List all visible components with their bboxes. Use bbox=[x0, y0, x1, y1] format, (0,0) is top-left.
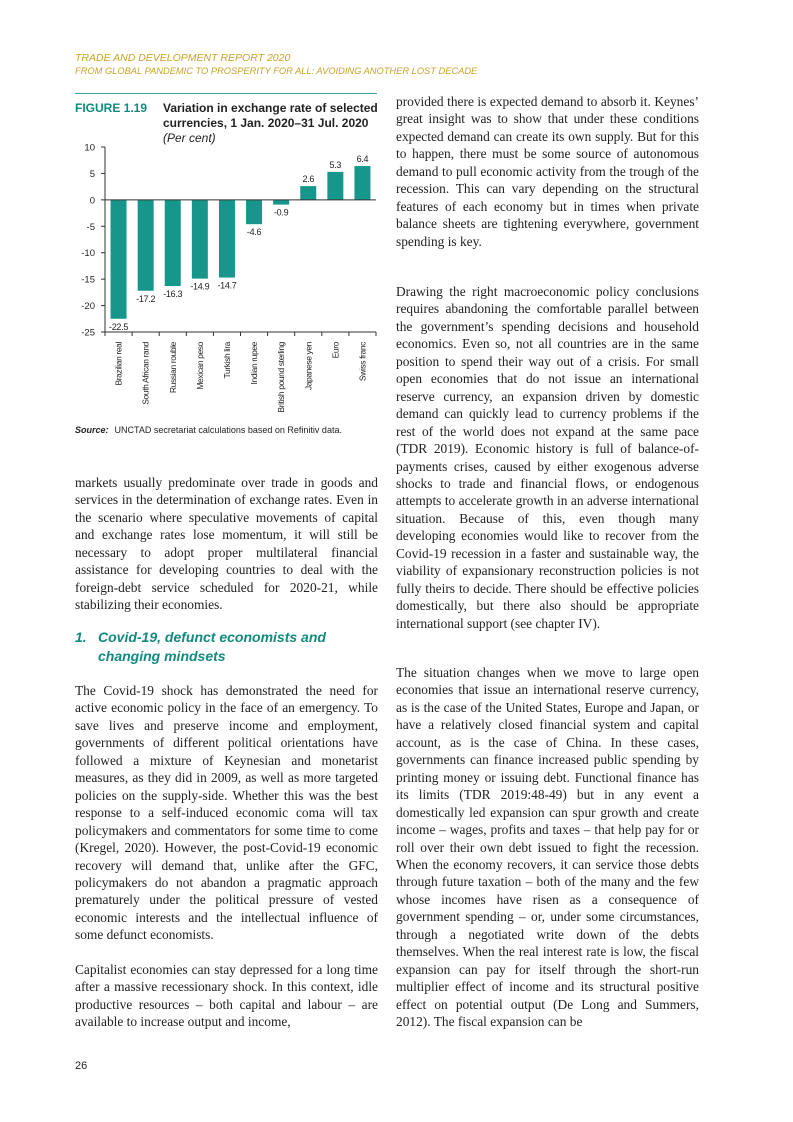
section-title-line1: Covid-19, defunct economists and bbox=[98, 629, 326, 645]
x-tick-label: South African rand bbox=[140, 342, 151, 405]
x-tick-label: Japanese yen bbox=[303, 342, 314, 391]
figure-title: Variation in exchange rate of selected currencies, 1 Jan. 2020–31 Jul. 2020 bbox=[163, 101, 378, 130]
paragraph: The Covid-19 shock has demonstrated the need for active economic policy in the face of an emergency. To save lives and preserve income and employment, governments of different political orientations have followed a mixture of Keynesian and monetarist measures, as they did in 2009, as well as more targeted policies on the supply-side. Whether this was the best response to a self-induced economic coma will tax policymakers and commentators for some time to come (Kregel, 2020). However, the post-Covid-19 economic recovery will demand that, unlike after the GFC, policymakers do not abandon a pragmatic approach prematurely under the political pressure of vested economic interests and the intellectual influence of some defunct economists. bbox=[75, 683, 378, 943]
data-label: -0.9 bbox=[273, 207, 289, 218]
paragraph: Drawing the right macroeconomic policy conclusions requires abandoning the comfortable parallel between the government’s spending decisions and household economics. Even so, not all countries are in the same position to spend their way out of a crisis. For small open economies that do not issue an international reserve currency, an expansion driven by domestic demand can quickly lead to currency problems if the rest of the world does not expand at the same pace (TDR 2019). Economic history is full of balance-of-payments crises, caused by either exogenous adverse shocks to trade and financial flows, or endogenous attempts to accelerate growth in an adverse international situation. Because of this, even though many developing economies would like to recover from the Covid-19 recession in a faster and sustainable way, the viability of expansionary reconstruction policies is not fully theirs to decide. There should be effective policies domestically, but there also should be appropriate international support (see chapter IV). bbox=[396, 284, 699, 631]
running-header-subtitle: FROM GLOBAL PANDEMIC TO PROSPERITY FOR ALL: AVOIDING ANOTHER LOST DECADE bbox=[75, 66, 478, 76]
paragraph: Capitalist economies can stay depressed for a long time after a massive recessionary shock. In this context, idle productive resources – both capital and labour – are available to increase output and income, bbox=[75, 962, 378, 1030]
source-label: Source: bbox=[75, 425, 109, 435]
section-heading bbox=[75, 628, 375, 666]
y-tick-label: 5 bbox=[89, 168, 95, 180]
data-label: -16.3 bbox=[163, 289, 183, 300]
x-tick-label: Indian rupee bbox=[249, 342, 260, 385]
section-number: 1. bbox=[75, 629, 87, 645]
y-tick-label: -20 bbox=[81, 301, 95, 313]
y-tick-label: -15 bbox=[81, 274, 95, 286]
data-label: -4.6 bbox=[246, 227, 262, 238]
bar bbox=[327, 172, 343, 200]
x-tick-label: Turkish lira bbox=[221, 342, 232, 379]
data-label: -17.2 bbox=[136, 293, 156, 304]
paragraph: markets usually predominate over trade in goods and services in the determination of exchange rates. Even in the scenario where speculative movements of capital and exchange rates lose momentum, it will still be necessary to adopt proper multilateral financial assistance for developing countries to deal with the foreign-debt service scheduled for 2020-21, while stabilizing their economies. bbox=[75, 475, 378, 613]
figure-subtitle: (Per cent) bbox=[163, 131, 216, 145]
bar bbox=[111, 200, 127, 319]
x-tick-label: British pound sterling bbox=[276, 342, 287, 413]
figure-source bbox=[75, 425, 342, 435]
figure-label: FIGURE 1.19 bbox=[75, 101, 148, 115]
y-tick-label: -5 bbox=[86, 221, 95, 233]
y-tick-label: -25 bbox=[81, 327, 95, 339]
paragraph: provided there is expected demand to absorb it. Keynes’ great insight was to show that under these conditions expected demand can create its own supply. But for this to happen, there must be some source of autonomous demand to pull economic activity from the trough of the recession. This can vary depending on the structural features of each economy but in times when private balance sheets are tightening everywhere, government spending is key. bbox=[396, 94, 699, 249]
data-label: 6.4 bbox=[356, 154, 369, 165]
section-title-line2: changing mindsets bbox=[98, 648, 226, 664]
y-tick-label: 10 bbox=[84, 142, 95, 154]
running-header-title: TRADE AND DEVELOPMENT REPORT 2020 bbox=[75, 52, 291, 64]
x-tick-label: Swiss franc bbox=[357, 342, 368, 382]
bar bbox=[273, 200, 289, 205]
bar bbox=[165, 200, 181, 286]
data-label: -14.9 bbox=[190, 281, 210, 292]
paragraph: The situation changes when we move to large open economies that issue an international reserve currency, as is the case of the United States, Europe and Japan, or have a relatively closed financial system and capital account, as is the case of China. In these cases, governments can finance increased public spending by printing money or issuing debt. Functional finance has its limits (TDR 2019:48-49) but in any event a domestically led expansion can spur growth and create income – wages, profits and taxes – that help pay for or roll over their own debt issued to fight the recession. When the economy recovers, it can service those debts through future taxation – both of the many and the few whose incomes have risen as a consequence of government spending – or, under some circumstances, through a negotiated write down of the debts themselves. When the real interest rate is low, the fiscal expansion can pay for itself through the short-run multiplier effect of income and its structural positive effect on potential output (De Long and Summers, 2012). The fiscal expansion can be bbox=[396, 665, 699, 1030]
bar bbox=[219, 200, 235, 278]
bar-chart bbox=[60, 140, 380, 425]
source-text: UNCTAD secretariat calculations based on Refinitiv data. bbox=[114, 425, 342, 435]
data-label: -22.5 bbox=[109, 321, 129, 332]
bar bbox=[138, 200, 154, 291]
data-label: 5.3 bbox=[329, 159, 342, 170]
bar bbox=[246, 200, 262, 224]
page-number: 26 bbox=[75, 1060, 88, 1072]
y-tick-label: 0 bbox=[89, 195, 95, 207]
bar bbox=[354, 166, 370, 200]
x-tick-label: Euro bbox=[330, 342, 341, 359]
bar bbox=[300, 186, 316, 200]
x-tick-label: Mexican peso bbox=[194, 342, 205, 390]
y-tick-label: -10 bbox=[81, 248, 95, 260]
x-tick-label: Russian rouble bbox=[167, 342, 178, 394]
x-tick-label: Brazilian real bbox=[113, 342, 124, 386]
data-label: -14.7 bbox=[217, 280, 237, 291]
bar bbox=[192, 200, 208, 279]
figure-rule bbox=[75, 93, 377, 94]
data-label: 2.6 bbox=[302, 174, 315, 185]
